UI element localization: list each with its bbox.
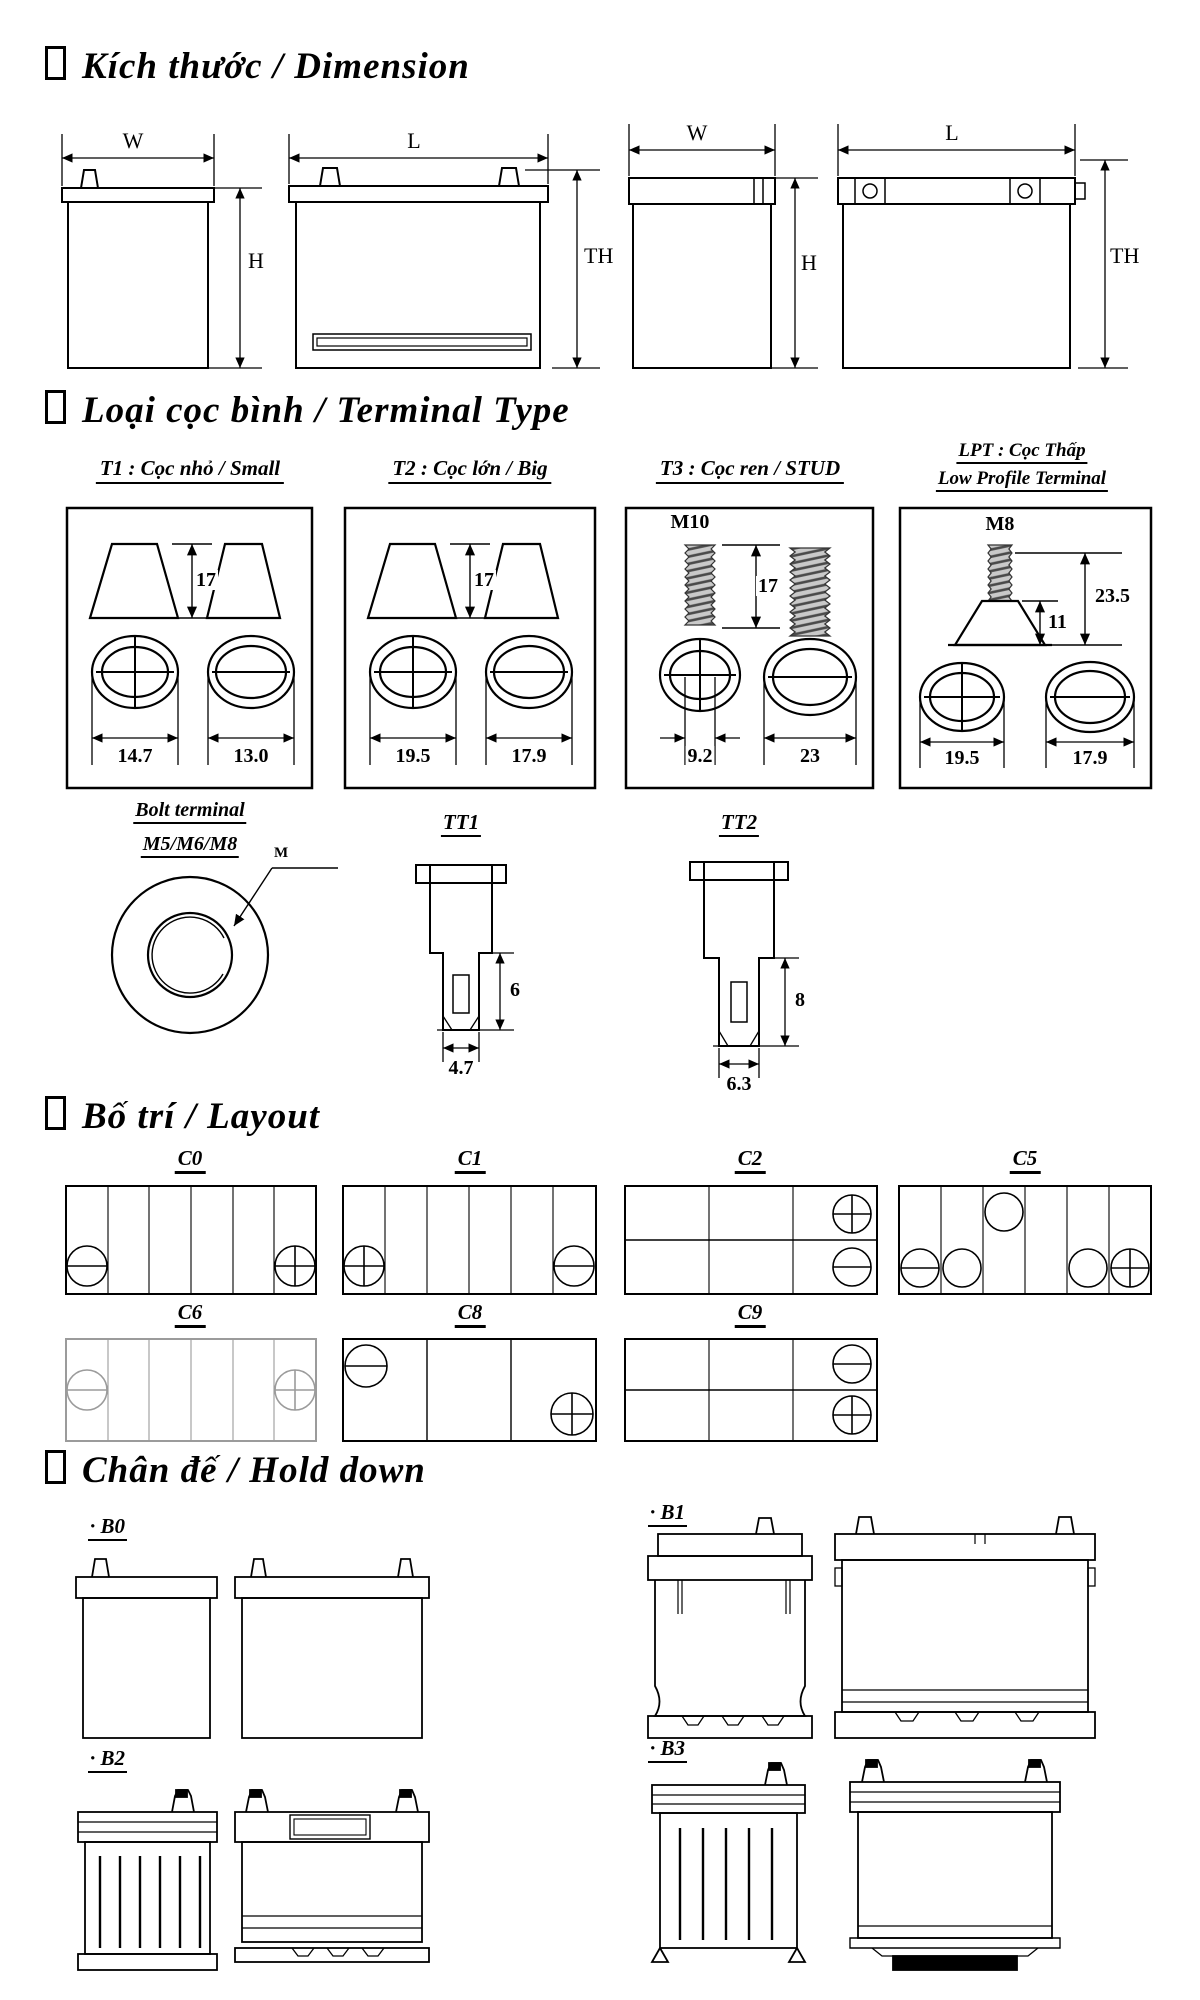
section-bullet — [45, 1450, 66, 1484]
bolt-heading-line1: Bolt terminal — [133, 800, 246, 824]
dim-th-label: TH — [584, 243, 614, 268]
dimension-side-view-jis — [62, 170, 214, 368]
holddown-b0-label: · B0 — [88, 1516, 127, 1541]
layout-c1-box — [343, 1186, 596, 1294]
t3-left-width: 9.2 — [687, 745, 713, 767]
layout-c9-label: C9 — [735, 1302, 766, 1328]
layout-c0-box — [66, 1186, 316, 1294]
lpt-heading-line1: LPT : Cọc Thấp — [956, 441, 1087, 464]
t3-right-width: 23 — [800, 745, 820, 767]
dimension-section-title: Kích thước / Dimension — [45, 46, 470, 85]
lpt-heading-line2: Low Profile Terminal — [936, 469, 1108, 492]
t1-heading: T1 : Cọc nhỏ / Small — [96, 458, 284, 484]
dim-th2-label: TH — [1110, 243, 1140, 268]
dimension-side-view-din — [629, 178, 775, 368]
layout-c2-box — [625, 1186, 877, 1294]
holddown-b1-label: · B1 — [648, 1502, 687, 1527]
layout-c8-label: C8 — [455, 1302, 486, 1328]
layout-c6-box — [66, 1339, 316, 1441]
dim-h-label: H — [248, 248, 264, 273]
lpt-right-width: 17.9 — [1072, 747, 1108, 769]
terminal-lpt-drawing — [920, 545, 1134, 768]
layout-c0-label: C0 — [175, 1148, 206, 1174]
dim-w2-label: W — [686, 120, 708, 145]
bolt-terminal-drawing — [112, 868, 338, 1033]
t3-post-height: 17 — [758, 575, 778, 597]
t1-right-width: 13.0 — [233, 745, 269, 767]
lpt-total-height: 23.5 — [1095, 585, 1130, 607]
tt2-height: 8 — [795, 989, 805, 1011]
tt2-heading: TT2 — [719, 812, 759, 837]
terminal-t1-drawing — [90, 544, 294, 765]
dimension-front-view-jis — [289, 168, 548, 368]
layout-c5-label: C5 — [1010, 1148, 1041, 1174]
holddown-b3-drawing — [652, 1760, 1060, 1970]
t3-heading: T3 : Cọc ren / STUD — [656, 458, 844, 484]
section-bullet — [45, 390, 66, 424]
layout-c8-box — [343, 1339, 596, 1441]
terminal-box-frames — [67, 508, 1151, 788]
t2-right-width: 17.9 — [511, 745, 547, 767]
dim-l-label: L — [407, 128, 421, 153]
dim-l2-label: L — [945, 120, 959, 145]
holddown-b1-drawing — [648, 1517, 1095, 1738]
layout-c9-box — [625, 1339, 877, 1441]
t2-heading: T2 : Cọc lớn / Big — [388, 458, 551, 484]
layout-c5-box — [899, 1186, 1151, 1294]
holddown-b3-label: · B3 — [648, 1738, 687, 1763]
t2-post-height: 17 — [474, 569, 494, 591]
t3-stud-label: M10 — [670, 511, 710, 533]
t2-left-width: 19.5 — [395, 745, 431, 767]
section-bullet — [45, 46, 66, 80]
dim-w-label: W — [122, 128, 144, 153]
lpt-stud-label: M8 — [985, 513, 1015, 535]
tt2-width: 6.3 — [726, 1073, 752, 1095]
layout-c2-label: C2 — [735, 1148, 766, 1174]
lpt-base-height: 11 — [1048, 611, 1067, 633]
holddown-b2-label: · B2 — [88, 1748, 127, 1773]
dim-h2-label: H — [801, 250, 817, 275]
terminal-section-title: Loại cọc bình / Terminal Type — [45, 390, 570, 429]
t1-post-height: 17 — [196, 569, 216, 591]
tt1-heading: TT1 — [441, 812, 481, 837]
holddown-b0-drawing — [76, 1559, 429, 1738]
tt2-drawing — [690, 862, 799, 1078]
t1-left-width: 14.7 — [117, 745, 153, 767]
tt1-drawing — [416, 865, 514, 1062]
dimension-front-view-din — [838, 178, 1085, 368]
holddown-b2-drawing — [78, 1790, 429, 1970]
bolt-heading-line2: M5/M6/M8 — [141, 834, 239, 858]
layout-c1-label: C1 — [455, 1148, 486, 1174]
bolt-m-label: M — [274, 845, 289, 861]
layout-section-title: Bố trí / Layout — [45, 1096, 320, 1135]
tt1-height: 6 — [510, 979, 520, 1001]
layout-c6-label: C6 — [175, 1302, 206, 1328]
holddown-section-title: Chân đế / Hold down — [45, 1450, 426, 1489]
lpt-left-width: 19.5 — [944, 747, 980, 769]
tt1-width: 4.7 — [448, 1057, 474, 1079]
section-bullet — [45, 1096, 66, 1130]
terminal-t2-drawing — [368, 544, 572, 765]
